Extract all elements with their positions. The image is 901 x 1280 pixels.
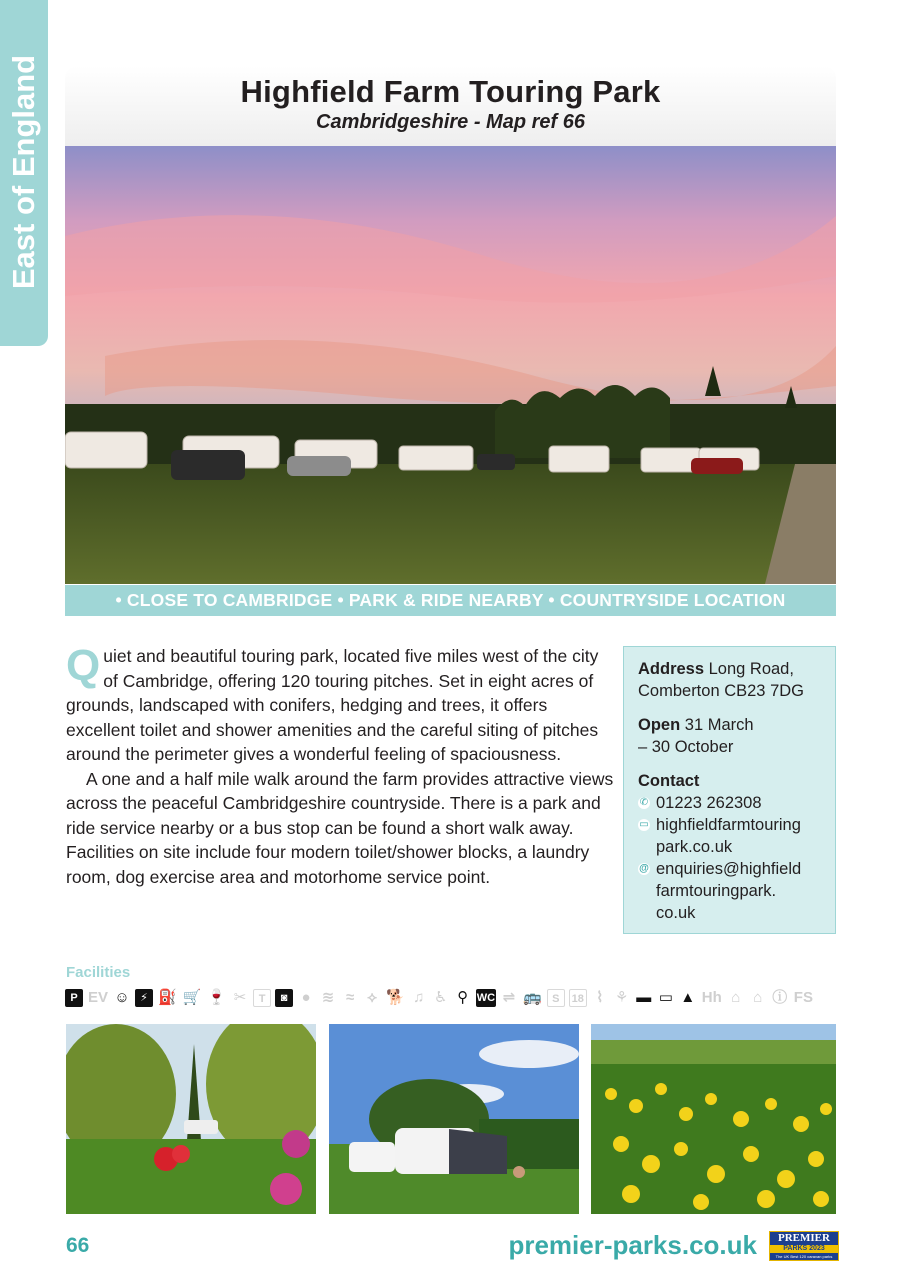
open-group [638, 714, 823, 758]
hero-photo-illustration [65, 146, 836, 584]
website-line[interactable] [638, 814, 823, 858]
facilities-title: Facilities [66, 964, 131, 981]
photo-garden-illustration [66, 1024, 316, 1214]
photo-daffodils-illustration [591, 1024, 836, 1214]
phone-number[interactable]: 01223 262308 [656, 794, 762, 812]
photo-caravan [329, 1024, 579, 1214]
open-line-1: 31 March [684, 716, 754, 734]
contact-group [638, 770, 823, 924]
ev-charging-icon: EV [88, 989, 109, 1006]
address-line-1: Long Road, [708, 660, 794, 678]
bar-icon: 🍷 [207, 989, 227, 1006]
entertainment-icon: ☺ [114, 989, 130, 1006]
facilities-icons [65, 988, 840, 1008]
info-box [623, 646, 836, 934]
info-icon: ⓘ [772, 989, 788, 1006]
open-line-2: – 30 October [638, 738, 734, 756]
email-icon: @ [639, 863, 649, 874]
holiday-homes-icon: Hh [701, 989, 722, 1006]
park-subtitle: Cambridgeshire - Map ref 66 [316, 111, 585, 133]
gas-icon: ⛽ [158, 989, 177, 1006]
fs-icon: FS [793, 989, 813, 1006]
phone-icon: ✆ [639, 797, 649, 808]
dishwashing-icon: ● [301, 989, 311, 1006]
restaurant-icon: ✂ [233, 989, 247, 1006]
logo-line-3: The UK Best 120 caravan parks [775, 1254, 833, 1259]
park-header [65, 66, 836, 146]
address-label: Address [638, 660, 705, 678]
premier-parks-logo [769, 1231, 839, 1261]
electric-hookup-icon: ⚡ [135, 989, 153, 1007]
adults-only-icon: 18 [569, 989, 587, 1007]
toilets-icon: ⚲ [457, 989, 469, 1006]
train-icon: ⇌ [502, 989, 516, 1006]
seasonal-pitch-icon: S [547, 989, 565, 1007]
shop-icon: 🛒 [182, 989, 202, 1006]
disabled-access-icon: ♿ [434, 989, 448, 1006]
section-tab-label: East of England [6, 54, 41, 290]
laundry-icon: ◙ [275, 989, 293, 1007]
photo-caravan-illustration [329, 1024, 579, 1214]
address-group [638, 658, 823, 702]
photo-daffodils [591, 1024, 836, 1214]
music-icon: ♫ [413, 989, 425, 1006]
fishing-icon: ⟡ [367, 989, 378, 1006]
dog-icon: 🐕 [386, 989, 405, 1006]
section-tab [0, 0, 48, 346]
tent-icon: ▲ [680, 989, 696, 1006]
hero-photo [65, 146, 836, 584]
tap-icon: ⚘ [615, 989, 629, 1006]
tv-icon: T [253, 989, 271, 1007]
wifi-icon: ⌇ [596, 989, 604, 1006]
description-paragraph-2: A one and a half mile walk around the farm provides attractive views across the peaceful Cambridgeshire countryside. There is a park and ride service nearby or a bus stop can be found a short walk away. Facilities on site include four modern toilet/shower blocks, a laundry room, dog exercise area and motorhome service point. [66, 768, 614, 887]
contact-label: Contact [638, 772, 700, 790]
website-line-1[interactable]: highfieldfarmtouring [656, 816, 801, 834]
drop-cap: Q [66, 641, 101, 690]
website-icon: ▭ [639, 819, 649, 830]
caravan-icon: ▭ [658, 989, 673, 1006]
email-line-1[interactable]: enquiries@highfield [656, 860, 802, 878]
lodge-icon: ⌂ [731, 989, 741, 1006]
email-line-2[interactable]: farmtouringpark. [656, 882, 777, 900]
park-title: Highfield Farm Touring Park [240, 74, 661, 109]
motorhome-icon: ▬ [636, 989, 652, 1006]
logo-line-2: PARKS 2023 [770, 1245, 838, 1253]
description-paragraph-1-text: uiet and beautiful touring park, located five miles west of the city of Cambridge, offering 120 touring pitches. Set in eight acres of grounds, landscaped with conifers, hedging and trees, it offers excellent toilet and shower amenities and the careful siting of pitches around the perimeter gives a wonderful feeling of spaciousness. [66, 646, 599, 764]
footer-url[interactable]: premier-parks.co.uk [508, 1230, 757, 1260]
email-line-3[interactable]: co.uk [656, 904, 696, 922]
open-label: Open [638, 716, 681, 734]
description-paragraph-1 [66, 641, 614, 767]
indoor-pool-icon: ≋ [321, 989, 335, 1006]
page-number: 66 [66, 1234, 90, 1257]
email-line[interactable] [638, 858, 823, 924]
phone-line[interactable] [638, 792, 823, 814]
logo-line-1: PREMIER [778, 1232, 830, 1244]
bus-icon: 🚌 [523, 989, 542, 1006]
parking-icon: P [65, 989, 83, 1007]
highlights-banner: • CLOSE TO CAMBRIDGE • PARK & RIDE NEARBY • COUNTRYSIDE LOCATION [65, 585, 836, 616]
photo-garden [66, 1024, 316, 1214]
park-description [66, 641, 614, 889]
wc-icon: WC [476, 989, 496, 1007]
address-line-2: Comberton CB23 7DG [638, 682, 804, 700]
glamping-icon: ⌂ [753, 989, 763, 1006]
outdoor-pool-icon: ≈ [345, 989, 355, 1006]
website-line-2[interactable]: park.co.uk [656, 838, 733, 856]
